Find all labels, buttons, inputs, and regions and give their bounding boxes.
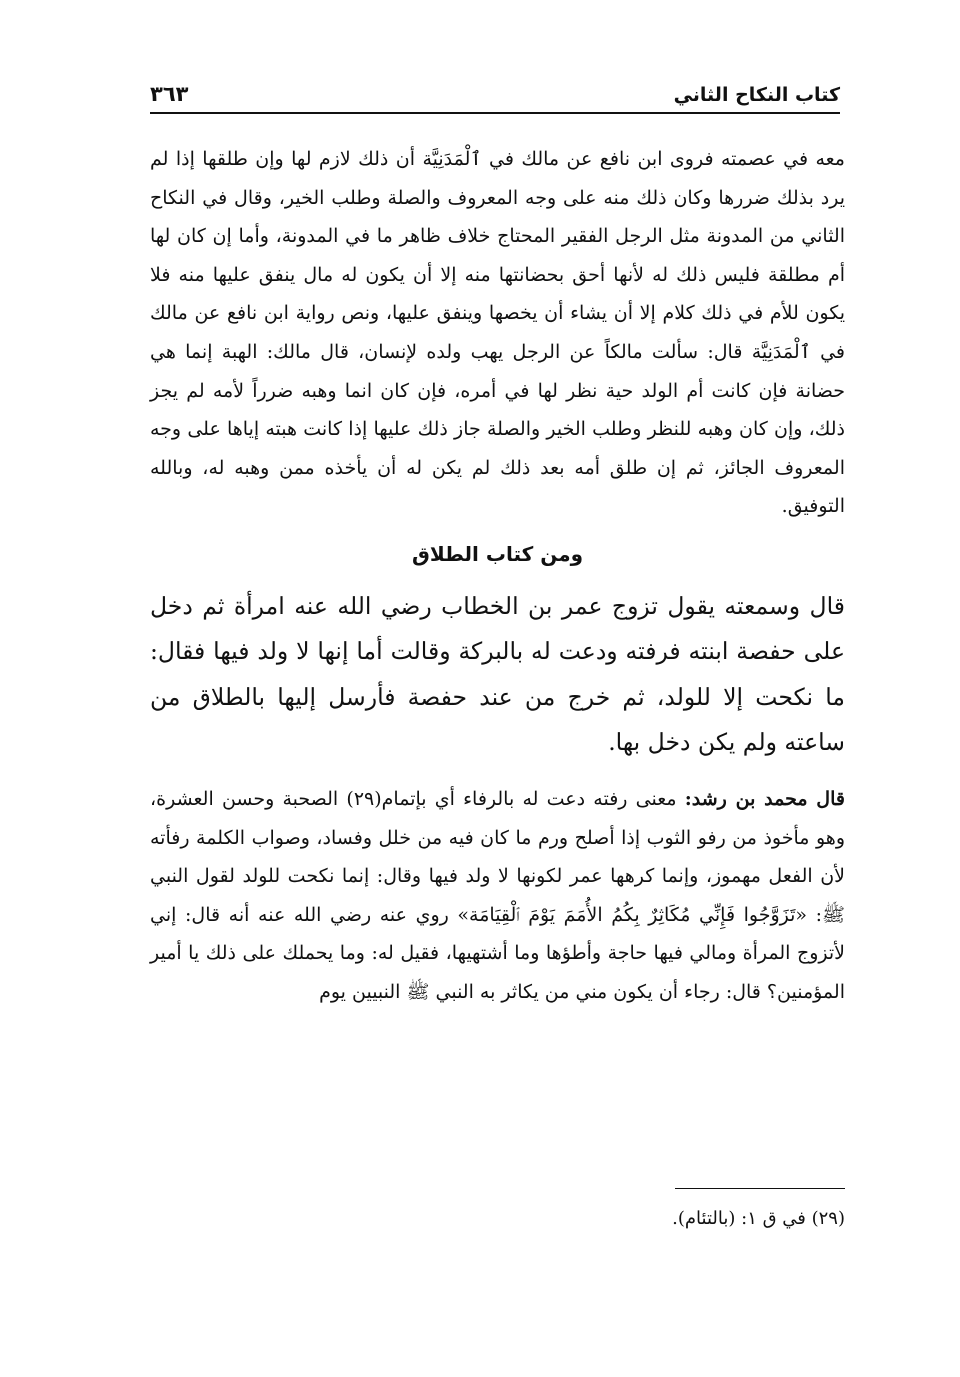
section-heading: ومن كتاب الطلاق [411,541,584,566]
footnote-divider [675,1188,845,1189]
commentary-paragraph: معه في عصمته فروى ابن نافع عن مالك في ٱلْمَدَنِيَّة أن ذلك لازم لها وإن طلقها إذا لم يرد بذلك ضررها وكان ذلك منه على وجه المعروف والصلة وطلب الخير، وقال في النكاح الثاني من المدونة مثل الرجل الفقير المحتاج خلاف ظاهر ما في المدونة، وأما إن كان لها أم مطلقة فليس ذلك له لأنها أحق بحضانتها منه إلا أن يكون له مال ينفق عليها منه فلا يكون للأم في ذلك كلام إلا أن يشاء أن يخصها وينفق عليها، ونص رواية ابن نافع عن مالك في ٱلْمَدَنِيَّة قال: سألت مالكاً عن الرجل يهب ولده لإنسان، قال مالك: الهبة إنما هي حضانة فإن كانت أم الولد حية نظر لها في أمره، فإن كان انما وهبه ضرراً لأمه لم يجز ذلك، وإن كان وهبه للنظر وطلب الخير والصلة جاز ذلك عليها إذا كانت هبته إياها على وجه المعروف الجائز، ثم إن طلق أمه بعد ذلك لم يكن له أن يأخذه ممن وهبه له، وبالله التوفيق. [150,148,845,518]
running-header [150,66,840,114]
speaker-lead: قال محمد بن رشد: [684,787,845,810]
ibn-rushd-paragraph [150,780,845,1012]
chapter-title: كتاب النكاح الثاني [673,84,840,106]
footnote: (٢٩) في ق ١: (بالتئام). [672,1208,845,1229]
page-number: ٣٦٣ [150,82,189,106]
narration-paragraph: قال وسمعته يقول تزوج عمر بن الخطاب رضي الله عنه امرأة ثم دخل على حفصة ابنته فرفته ودعت له بالبركة وقالت أما إنها لا ولد فيها فقال: ما نكحت إلا للولد، ثم خرج من عند حفصة فأرسل إليها بالطلاق من ساعته ولم يكن دخل بها. [150,591,845,757]
main-text [150,140,845,1012]
ibn-rushd-text: معنى رفته دعت له بالرفاء أي بإتمام(٢٩) الصحبة وحسن العشرة، وهو مأخوذ من رفو الثوب إذا أصلح ورم ما كان فيه من خلل وفساد، وصواب الكلمة رفأته لأن الفعل مهموز، وإنما كرهها عمر لكونها لا ولد فيها وقال: إنما نكحت للولد لقول النبي ﷺ: «تَزَوَّجُوا فَإِنِّي مُكَاثِرٌ بِكُمُ الأُمَمَ يَوْمَ ٱلْقِيَامَة» روي عنه رضي الله عنه أنه قال: إني لأتزوج المرأة ومالي فيها حاجة وأطؤها وما أشتهيها، فقيل له: وما يحملك على ذلك يا أمير المؤمنين؟ قال: رجاء أن يكون مني من يكاثر به النبي ﷺ النبيين يوم [150,787,845,1003]
